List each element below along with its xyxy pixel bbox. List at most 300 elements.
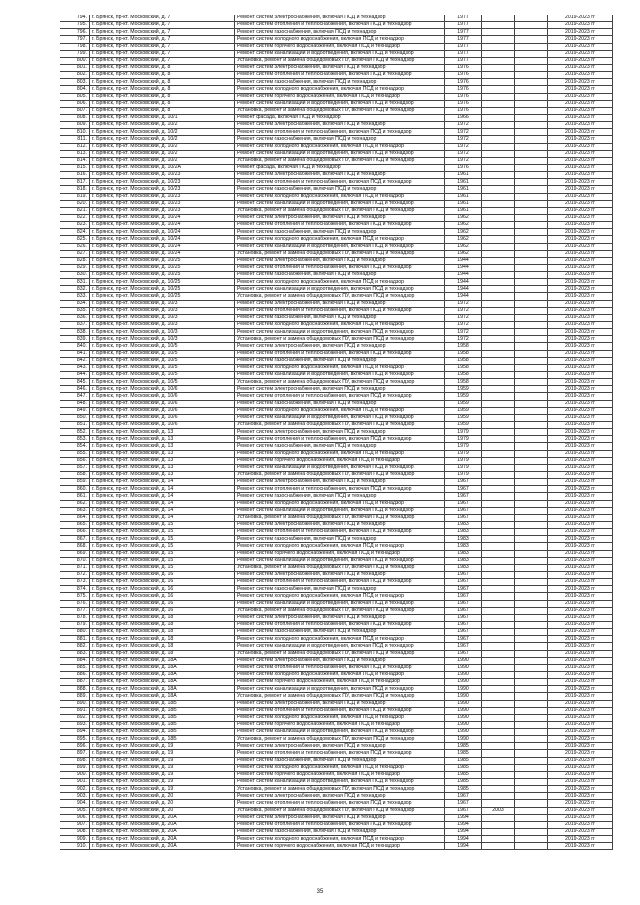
address-cell: г. Брянск, пр-кт. Московский, д. 18 xyxy=(90,614,235,621)
period-cell: 2019-2023 гг xyxy=(548,114,613,121)
build-year-cell: 1977 xyxy=(445,15,482,22)
period-cell: 2019-2023 гг xyxy=(548,393,613,400)
work-type-cell: Ремонт систем электроснабжения, включая ПСД и технадзор xyxy=(235,479,445,486)
table-row xyxy=(60,343,613,350)
table-row xyxy=(60,336,613,343)
empty-cell xyxy=(515,607,548,614)
empty-cell xyxy=(515,443,548,450)
table-row xyxy=(60,143,613,150)
table-row xyxy=(60,229,613,236)
period-cell: 2019-2023 гг xyxy=(548,293,613,300)
empty-cell xyxy=(515,836,548,843)
work-type-cell: Ремонт систем холодного водоснабжения, включая ПСД и технадзор xyxy=(235,236,445,243)
extra-year-cell xyxy=(482,550,515,557)
row-number: 864. xyxy=(60,514,90,521)
build-year-cell: 1976 xyxy=(445,86,482,93)
period-cell: 2019-2023 гг xyxy=(548,664,613,671)
address-cell: г. Брянск, пр-кт. Московский, д. 8 xyxy=(90,100,235,107)
row-number: 805. xyxy=(60,93,90,100)
work-type-cell: Ремонт систем канализации и водоотведения, включая ПСД и технадзор xyxy=(235,507,445,514)
build-year-cell: 1977 xyxy=(445,36,482,43)
address-cell: г. Брянск, пр-кт. Московский, д. 18А xyxy=(90,693,235,700)
extra-year-cell xyxy=(482,186,515,193)
extra-year-cell xyxy=(482,243,515,250)
empty-cell xyxy=(515,764,548,771)
work-type-cell: Ремонт систем холодного водоснабжения, включая ПСД и технадзор xyxy=(235,671,445,678)
table-row xyxy=(60,650,613,657)
empty-cell xyxy=(515,64,548,71)
work-type-cell: Установка, ремонт и замена общедомовых ПУ, включая ПСД и технадзор xyxy=(235,250,445,257)
row-number: 797. xyxy=(60,36,90,43)
extra-year-cell xyxy=(482,136,515,143)
address-cell: г. Брянск, пр-кт. Московский, д. 8 xyxy=(90,93,235,100)
build-year-cell: 1979 xyxy=(445,429,482,436)
build-year-cell: 1958 xyxy=(445,350,482,357)
row-number: 890. xyxy=(60,700,90,707)
empty-cell xyxy=(515,500,548,507)
table-row xyxy=(60,250,613,257)
table-row xyxy=(60,72,613,79)
row-number: 845. xyxy=(60,379,90,386)
table-row xyxy=(60,543,613,550)
period-cell: 2019-2023 гг xyxy=(548,107,613,114)
empty-cell xyxy=(515,207,548,214)
empty-cell xyxy=(515,529,548,536)
table-row xyxy=(60,114,613,121)
period-cell: 2019-2023 гг xyxy=(548,214,613,221)
table-row xyxy=(60,357,613,364)
empty-cell xyxy=(515,86,548,93)
extra-year-cell xyxy=(482,279,515,286)
build-year-cell: 1967 xyxy=(445,593,482,600)
table-row xyxy=(60,193,613,200)
build-year-cell: 1967 xyxy=(445,629,482,636)
address-cell: г. Брянск, пр-кт. Московский, д. 15 xyxy=(90,543,235,550)
work-type-cell: Ремонт систем отопления и теплоснабжения, включая ПСД и технадзор xyxy=(235,707,445,714)
work-type-cell: Ремонт систем холодного водоснабжения, включая ПСД и технадзор xyxy=(235,322,445,329)
row-number: 848. xyxy=(60,400,90,407)
table-row xyxy=(60,272,613,279)
extra-year-cell xyxy=(482,357,515,364)
address-cell: г. Брянск, пр-кт. Московский, д. 14 xyxy=(90,507,235,514)
period-cell: 2019-2023 гг xyxy=(548,600,613,607)
address-cell: г. Брянск, пр-кт. Московский, д. 7 xyxy=(90,43,235,50)
empty-cell xyxy=(515,93,548,100)
address-cell: г. Брянск, пр-кт. Московский, д. 14 xyxy=(90,493,235,500)
build-year-cell: 1961 xyxy=(445,172,482,179)
table-row xyxy=(60,814,613,821)
work-type-cell: Ремонт систем холодного водоснабжения, включая ПСД и технадзор xyxy=(235,143,445,150)
table-row xyxy=(60,657,613,664)
build-year-cell: 1967 xyxy=(445,486,482,493)
table-row xyxy=(60,807,613,814)
work-type-cell: Ремонт систем электроснабжения, включая ПСД и технадзор xyxy=(235,15,445,22)
work-type-cell: Ремонт систем газоснабжения, включая ПСД и технадзор xyxy=(235,443,445,450)
row-number: 838. xyxy=(60,329,90,336)
empty-cell xyxy=(515,364,548,371)
empty-cell xyxy=(515,429,548,436)
extra-year-cell xyxy=(482,129,515,136)
extra-year-cell xyxy=(482,336,515,343)
empty-cell xyxy=(515,657,548,664)
table-row xyxy=(60,29,613,36)
empty-cell xyxy=(515,650,548,657)
address-cell: г. Брянск, пр-кт. Московский, д. 10/6 xyxy=(90,422,235,429)
address-cell: г. Брянск, пр-кт. Московский, д. 13 xyxy=(90,472,235,479)
address-cell: г. Брянск, пр-кт. Московский, д. 16 xyxy=(90,579,235,586)
build-year-cell: 1967 xyxy=(445,579,482,586)
extra-year-cell xyxy=(482,314,515,321)
build-year-cell: 1944 xyxy=(445,279,482,286)
build-year-cell: 1985 xyxy=(445,750,482,757)
empty-cell xyxy=(515,179,548,186)
empty-cell xyxy=(515,214,548,221)
empty-cell xyxy=(515,614,548,621)
empty-cell xyxy=(515,629,548,636)
work-type-cell: Ремонт фасада, включая ПСД и технадзор xyxy=(235,114,445,121)
row-number: 877. xyxy=(60,607,90,614)
work-type-cell: Ремонт систем канализации и водоотведения, включая ПСД и технадзор xyxy=(235,729,445,736)
table-row xyxy=(60,15,613,22)
extra-year-cell xyxy=(482,764,515,771)
empty-cell xyxy=(515,236,548,243)
table-row xyxy=(60,150,613,157)
address-cell: г. Брянск, пр-кт. Московский, д. 15 xyxy=(90,557,235,564)
empty-cell xyxy=(515,643,548,650)
row-number: 883. xyxy=(60,650,90,657)
table-row xyxy=(60,586,613,593)
row-number: 804. xyxy=(60,86,90,93)
work-type-cell: Установка, ремонт и замена общедомовых ПУ, включая ПСД и технадзор xyxy=(235,514,445,521)
period-cell: 2019-2023 гг xyxy=(548,129,613,136)
address-cell: г. Брянск, пр-кт. Московский, д. 18 xyxy=(90,636,235,643)
address-cell: г. Брянск, пр-кт. Московский, д. 10/2 xyxy=(90,150,235,157)
build-year-cell: 1990 xyxy=(445,729,482,736)
empty-cell xyxy=(515,250,548,257)
address-cell: г. Брянск, пр-кт. Московский, д. 7 xyxy=(90,50,235,57)
address-cell: г. Брянск, пр-кт. Московский, д. 10/24 xyxy=(90,222,235,229)
build-year-cell: 1990 xyxy=(445,671,482,678)
period-cell: 2019-2023 гг xyxy=(548,357,613,364)
empty-cell xyxy=(515,814,548,821)
row-number: 801. xyxy=(60,64,90,71)
extra-year-cell xyxy=(482,22,515,29)
address-cell: г. Брянск, пр-кт. Московский, д. 10/5 xyxy=(90,350,235,357)
address-cell: г. Брянск, пр-кт. Московский, д. 7 xyxy=(90,57,235,64)
build-year-cell: 1972 xyxy=(445,157,482,164)
address-cell: г. Брянск, пр-кт. Московский, д. 19 xyxy=(90,764,235,771)
work-type-cell: Ремонт систем электроснабжения, включая ПСД и технадзор xyxy=(235,214,445,221)
extra-year-cell xyxy=(482,472,515,479)
address-cell: г. Брянск, пр-кт. Московский, д. 10/2 xyxy=(90,136,235,143)
address-cell: г. Брянск, пр-кт. Московский, д. 16 xyxy=(90,593,235,600)
empty-cell xyxy=(515,514,548,521)
table-row xyxy=(60,793,613,800)
empty-cell xyxy=(515,336,548,343)
table-row xyxy=(60,593,613,600)
work-type-cell: Ремонт систем электроснабжения, включая ПСД и технадзор xyxy=(235,571,445,578)
extra-year-cell xyxy=(482,43,515,50)
extra-year-cell xyxy=(482,779,515,786)
table-row xyxy=(60,214,613,221)
extra-year-cell xyxy=(482,236,515,243)
page-number: 35 xyxy=(316,889,324,895)
period-cell: 2019-2023 гг xyxy=(548,200,613,207)
row-number: 853. xyxy=(60,436,90,443)
table-row xyxy=(60,700,613,707)
extra-year-cell xyxy=(482,57,515,64)
period-cell: 2019-2023 гг xyxy=(548,721,613,728)
empty-cell xyxy=(515,400,548,407)
extra-year-cell xyxy=(482,222,515,229)
row-number: 826. xyxy=(60,243,90,250)
address-cell: г. Брянск, пр-кт. Московский, д. 8 xyxy=(90,79,235,86)
work-type-cell: Ремонт систем холодного водоснабжения, включая ПСД и технадзор xyxy=(235,279,445,286)
work-type-cell: Ремонт систем газоснабжения, включая ПСД и технадзор xyxy=(235,229,445,236)
table-row xyxy=(60,300,613,307)
empty-cell xyxy=(515,736,548,743)
repair-schedule-table xyxy=(60,15,613,850)
address-cell: г. Брянск, пр-кт. Московский, д. 20 xyxy=(90,793,235,800)
extra-year-cell xyxy=(482,836,515,843)
address-cell: г. Брянск, пр-кт. Московский, д. 19 xyxy=(90,743,235,750)
work-type-cell: Ремонт систем электроснабжения, включая ПСД и технадзор xyxy=(235,172,445,179)
extra-year-cell xyxy=(482,114,515,121)
period-cell: 2019-2023 гг xyxy=(548,343,613,350)
period-cell: 2019-2023 гг xyxy=(548,807,613,814)
build-year-cell: 1962 xyxy=(445,214,482,221)
extra-year-cell xyxy=(482,436,515,443)
table-row xyxy=(60,836,613,843)
period-cell: 2019-2023 гг xyxy=(548,407,613,414)
build-year-cell: 1976 xyxy=(445,72,482,79)
address-cell: г. Брянск, пр-кт. Московский, д. 14 xyxy=(90,500,235,507)
table-row xyxy=(60,736,613,743)
build-year-cell: 1990 xyxy=(445,714,482,721)
address-cell: г. Брянск, пр-кт. Московский, д. 10/24 xyxy=(90,236,235,243)
address-cell: г. Брянск, пр-кт. Московский, д. 10/2 xyxy=(90,129,235,136)
work-type-cell: Ремонт систем отопления и теплоснабжения, включая ПСД и технадзор xyxy=(235,393,445,400)
work-type-cell: Ремонт систем газоснабжения, включая ПСД и технадзор xyxy=(235,829,445,836)
extra-year-cell xyxy=(482,843,515,850)
empty-cell xyxy=(515,707,548,714)
extra-year-cell xyxy=(482,514,515,521)
table-row xyxy=(60,429,613,436)
build-year-cell: 1958 xyxy=(445,379,482,386)
address-cell: г. Брянск, пр-кт. Московский, д. 10/3 xyxy=(90,314,235,321)
build-year-cell: 1959 xyxy=(445,414,482,421)
work-type-cell: Ремонт систем холодного водоснабжения, включая ПСД и технадзор xyxy=(235,450,445,457)
table-row xyxy=(60,536,613,543)
row-number: 819. xyxy=(60,193,90,200)
table-row xyxy=(60,57,613,64)
address-cell: г. Брянск, пр-кт. Московский, д. 19 xyxy=(90,786,235,793)
empty-cell xyxy=(515,50,548,57)
build-year-cell: 1972 xyxy=(445,314,482,321)
build-year-cell: 1972 xyxy=(445,129,482,136)
table-row xyxy=(60,636,613,643)
row-number: 815. xyxy=(60,164,90,171)
extra-year-cell xyxy=(482,657,515,664)
row-number: 839. xyxy=(60,336,90,343)
build-year-cell: 1962 xyxy=(445,243,482,250)
table-row xyxy=(60,372,613,379)
table-row xyxy=(60,821,613,828)
empty-cell xyxy=(515,322,548,329)
address-cell: г. Брянск, пр-кт. Московский, д. 7 xyxy=(90,22,235,29)
extra-year-cell xyxy=(482,286,515,293)
row-number: 902. xyxy=(60,786,90,793)
build-year-cell: 1967 xyxy=(445,800,482,807)
address-cell: г. Брянск, пр-кт. Московский, д. 10/25 xyxy=(90,257,235,264)
build-year-cell: 1977 xyxy=(445,50,482,57)
extra-year-cell xyxy=(482,793,515,800)
table-row xyxy=(60,757,613,764)
period-cell: 2019-2023 гг xyxy=(548,43,613,50)
row-number: 888. xyxy=(60,686,90,693)
period-cell: 2019-2023 гг xyxy=(548,621,613,628)
build-year-cell: 1972 xyxy=(445,150,482,157)
work-type-cell: Ремонт систем отопления и теплоснабжения, включая ПСД и технадзор xyxy=(235,179,445,186)
table-row xyxy=(60,450,613,457)
work-type-cell: Ремонт систем газоснабжения, включая ПСД и технадзор xyxy=(235,493,445,500)
row-number: 857. xyxy=(60,464,90,471)
build-year-cell: 1977 xyxy=(445,29,482,36)
table-row xyxy=(60,107,613,114)
row-number: 858. xyxy=(60,472,90,479)
extra-year-cell xyxy=(482,179,515,186)
table-row xyxy=(60,493,613,500)
table-row xyxy=(60,693,613,700)
work-type-cell: Ремонт систем отопления и теплоснабжения, включая ПСД и технадзор xyxy=(235,350,445,357)
table-row xyxy=(60,579,613,586)
build-year-cell: 1985 xyxy=(445,786,482,793)
address-cell: г. Брянск, пр-кт. Московский, д. 16 xyxy=(90,571,235,578)
table-row xyxy=(60,93,613,100)
address-cell: г. Брянск, пр-кт. Московский, д. 10/6 xyxy=(90,400,235,407)
build-year-cell: 1967 xyxy=(445,600,482,607)
extra-year-cell xyxy=(482,64,515,71)
address-cell: г. Брянск, пр-кт. Московский, д. 19 xyxy=(90,779,235,786)
build-year-cell: 1983 xyxy=(445,557,482,564)
row-number: 837. xyxy=(60,322,90,329)
table-row xyxy=(60,43,613,50)
address-cell: г. Брянск, пр-кт. Московский, д. 10/23 xyxy=(90,179,235,186)
work-type-cell: Ремонт систем отопления и теплоснабжения, включая ПСД и технадзор xyxy=(235,129,445,136)
empty-cell xyxy=(515,686,548,693)
build-year-cell: 1967 xyxy=(445,607,482,614)
period-cell: 2019-2023 гг xyxy=(548,443,613,450)
table-row xyxy=(60,414,613,421)
extra-year-cell xyxy=(482,457,515,464)
address-cell: г. Брянск, пр-кт. Московский, д. 10/2 xyxy=(90,122,235,129)
table-row xyxy=(60,79,613,86)
extra-year-cell xyxy=(482,72,515,79)
extra-year-cell xyxy=(482,650,515,657)
period-cell: 2019-2023 гг xyxy=(548,100,613,107)
address-cell: г. Брянск, пр-кт. Московский, д. 18Б xyxy=(90,736,235,743)
extra-year-cell xyxy=(482,671,515,678)
period-cell: 2019-2023 гг xyxy=(548,314,613,321)
work-type-cell: Ремонт систем горячего водоснабжения, включая ПСД и технадзор xyxy=(235,843,445,850)
build-year-cell: 1961 xyxy=(445,193,482,200)
build-year-cell: 1962 xyxy=(445,222,482,229)
extra-year-cell xyxy=(482,607,515,614)
table-row xyxy=(60,436,613,443)
build-year-cell: 1990 xyxy=(445,657,482,664)
build-year-cell: 1967 xyxy=(445,650,482,657)
work-type-cell: Ремонт систем газоснабжения, включая ПСД и технадзор xyxy=(235,272,445,279)
address-cell: г. Брянск, пр-кт. Московский, д. 10/24 xyxy=(90,243,235,250)
build-year-cell: 1967 xyxy=(445,493,482,500)
address-cell: г. Брянск, пр-кт. Московский, д. 16 xyxy=(90,586,235,593)
row-number: 827. xyxy=(60,250,90,257)
table-body xyxy=(60,15,613,850)
table-row xyxy=(60,729,613,736)
period-cell: 2019-2023 гг xyxy=(548,729,613,736)
row-number: 828. xyxy=(60,257,90,264)
row-number: 829. xyxy=(60,264,90,271)
period-cell: 2019-2023 гг xyxy=(548,493,613,500)
extra-year-cell xyxy=(482,686,515,693)
table-row xyxy=(60,472,613,479)
table-row xyxy=(60,771,613,778)
empty-cell xyxy=(515,743,548,750)
extra-year-cell xyxy=(482,372,515,379)
work-type-cell: Ремонт систем газоснабжения, включая ПСД и технадзор xyxy=(235,536,445,543)
row-number: 885. xyxy=(60,664,90,671)
address-cell: г. Брянск, пр-кт. Московский, д. 10/24 xyxy=(90,214,235,221)
build-year-cell: 1972 xyxy=(445,329,482,336)
period-cell: 2019-2023 гг xyxy=(548,93,613,100)
period-cell: 2019-2023 гг xyxy=(548,364,613,371)
empty-cell xyxy=(515,586,548,593)
address-cell: г. Брянск, пр-кт. Московский, д. 10/25 xyxy=(90,279,235,286)
row-number: 795. xyxy=(60,22,90,29)
period-cell: 2019-2023 гг xyxy=(548,521,613,528)
empty-cell xyxy=(515,843,548,850)
address-cell: г. Брянск, пр-кт. Московский, д. 10/5 xyxy=(90,343,235,350)
extra-year-cell xyxy=(482,429,515,436)
table-row xyxy=(60,629,613,636)
empty-cell xyxy=(515,793,548,800)
row-number: 881. xyxy=(60,636,90,643)
period-cell: 2019-2023 гг xyxy=(548,536,613,543)
empty-cell xyxy=(515,600,548,607)
row-number: 796. xyxy=(60,29,90,36)
address-cell: г. Брянск, пр-кт. Московский, д. 10/2 xyxy=(90,143,235,150)
row-number: 812. xyxy=(60,143,90,150)
extra-year-cell xyxy=(482,493,515,500)
address-cell: г. Брянск, пр-кт. Московский, д. 10/2 xyxy=(90,157,235,164)
build-year-cell: 1972 xyxy=(445,122,482,129)
row-number: 866. xyxy=(60,529,90,536)
period-cell: 2019-2023 гг xyxy=(548,50,613,57)
table-row xyxy=(60,179,613,186)
work-type-cell: Ремонт систем холодного водоснабжения, включая ПСД и технадзор xyxy=(235,407,445,414)
extra-year-cell xyxy=(482,50,515,57)
table-row xyxy=(60,200,613,207)
build-year-cell: 1959 xyxy=(445,407,482,414)
period-cell: 2019-2023 гг xyxy=(548,607,613,614)
build-year-cell: 1979 xyxy=(445,443,482,450)
address-cell: г. Брянск, пр-кт. Московский, д. 19 xyxy=(90,771,235,778)
build-year-cell: 1972 xyxy=(445,336,482,343)
build-year-cell: 1994 xyxy=(445,814,482,821)
empty-cell xyxy=(515,664,548,671)
table-row xyxy=(60,129,613,136)
row-number: 816. xyxy=(60,172,90,179)
